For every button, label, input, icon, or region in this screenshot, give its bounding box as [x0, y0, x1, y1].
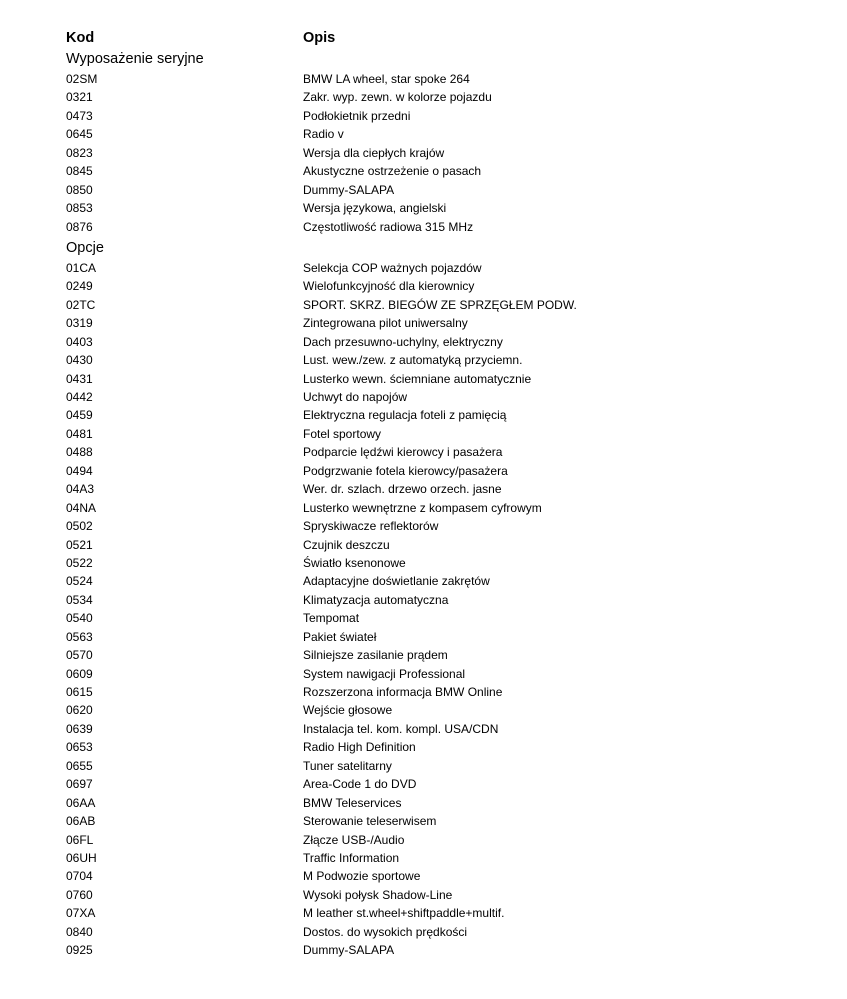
list-item [66, 462, 806, 480]
item-description: Dach przesuwno-uchylny, elektryczny [303, 334, 503, 349]
item-description: Podłokietnik przedni [303, 108, 411, 123]
item-description: Area-Code 1 do DVD [303, 777, 417, 792]
item-description: Sterowanie teleserwisem [303, 814, 437, 829]
item-description: Podgrzwanie fotela kierowcy/pasażera [303, 463, 508, 478]
list-item [66, 812, 806, 830]
item-code: 06FL [66, 832, 94, 847]
list-item [66, 849, 806, 867]
list-item [66, 70, 806, 88]
list-item [66, 314, 806, 332]
item-code: 0442 [66, 390, 93, 404]
item-code: 0481 [66, 426, 93, 441]
list-item [66, 609, 806, 627]
list-item [66, 517, 806, 535]
item-description: M leather st.wheel+shiftpaddle+multif. [303, 906, 505, 921]
list-item [66, 720, 806, 738]
item-description: Fotel sportowy [303, 426, 382, 441]
item-code: 0639 [66, 721, 93, 736]
item-code: 0853 [66, 201, 93, 216]
item-code: 0522 [66, 555, 93, 570]
list-item [66, 388, 806, 406]
list-item [66, 572, 806, 590]
item-description: Zakr. wyp. zewn. w kolorze pojazdu [303, 90, 492, 105]
list-item [66, 757, 806, 775]
item-code: 0403 [66, 334, 93, 349]
list-item [66, 794, 806, 812]
item-code: 0540 [66, 611, 93, 626]
item-description: Czujnik deszczu [303, 537, 390, 552]
list-item [66, 351, 806, 369]
item-code: 0431 [66, 371, 93, 386]
item-code: 0524 [66, 574, 93, 589]
item-code: 0321 [66, 90, 93, 105]
item-code: 06AA [66, 795, 96, 810]
section-title: Wyposażenie seryjne [66, 51, 204, 67]
item-description: Silniejsze zasilanie prądem [303, 648, 448, 663]
item-code: 0704 [66, 869, 93, 884]
item-description: BMW Teleservices [303, 795, 402, 810]
item-description: M Podwozie sportowe [303, 869, 421, 884]
item-code: 0760 [66, 887, 93, 902]
item-description: Światło ksenonowe [303, 555, 406, 570]
item-code: 0319 [66, 316, 93, 331]
item-code: 07XA [66, 906, 96, 921]
list-item [66, 88, 806, 106]
sections-container [66, 49, 806, 960]
item-description: System nawigacji Professional [303, 666, 466, 681]
item-description: Pakiet świateł [303, 629, 377, 644]
item-code: 0459 [66, 408, 93, 423]
item-description: Dostos. do wysokich prędkości [303, 924, 468, 939]
item-description: Częstotliwość radiowa 315 MHz [303, 219, 474, 234]
item-code: 0502 [66, 519, 93, 534]
section-options [66, 238, 806, 960]
item-code: 0645 [66, 127, 93, 142]
item-description: Tuner satelitarny [303, 758, 392, 773]
item-code: 0563 [66, 629, 93, 644]
item-code: 0620 [66, 703, 93, 718]
list-item [66, 628, 806, 646]
item-code: 0609 [66, 666, 93, 681]
item-description: Tempomat [303, 611, 360, 626]
list-item [66, 867, 806, 885]
item-description: Wer. dr. szlach. drzewo orzech. jasne [303, 482, 502, 497]
item-description: Lusterko wewnętrzne z kompasem cyfrowym [303, 500, 542, 515]
item-code: 0697 [66, 777, 93, 792]
item-description: Radio v [303, 127, 344, 142]
list-item [66, 144, 806, 162]
item-description: Wejście głosowe [303, 703, 393, 718]
item-description: Uchwyt do napojów [303, 390, 408, 404]
list-item [66, 425, 806, 443]
item-description: Elektryczna regulacja foteli z pamięcią [303, 408, 507, 423]
section-title: Opcje [66, 239, 104, 256]
list-item [66, 406, 806, 424]
list-item [66, 296, 806, 314]
item-code: 0521 [66, 537, 93, 552]
item-description: BMW LA wheel, star spoke 264 [303, 72, 470, 86]
list-item [66, 701, 806, 719]
item-description: Spryskiwacze reflektorów [303, 519, 439, 534]
item-code: 0823 [66, 145, 93, 160]
list-item [66, 499, 806, 517]
list-item [66, 536, 806, 554]
item-code: 0494 [66, 463, 93, 478]
list-item [66, 904, 806, 922]
item-description: Lusterko wewn. ściemniane automatycznie [303, 371, 532, 386]
item-description: Lust. wew./zew. z automatyką przyciemn. [303, 353, 523, 368]
column-header-description: Opis [303, 30, 336, 46]
item-code: 04A3 [66, 482, 95, 497]
item-code: 0845 [66, 164, 93, 179]
item-code: 0430 [66, 353, 93, 368]
list-item [66, 886, 806, 904]
item-code: 04NA [66, 500, 97, 515]
item-description: Zintegrowana pilot uniwersalny [303, 316, 468, 331]
item-description: Podparcie lędźwi kierowcy i pasażera [303, 445, 503, 460]
list-item [66, 370, 806, 388]
item-description: SPORT. SKRZ. BIEGÓW ZE SPRZĘGŁEM PODW. [303, 297, 577, 312]
item-code: 0840 [66, 924, 93, 939]
item-code: 02TC [66, 297, 96, 312]
item-code: 0876 [66, 219, 93, 234]
list-item [66, 554, 806, 572]
item-description: Selekcja COP ważnych pojazdów [303, 260, 482, 275]
list-item [66, 162, 806, 180]
section-standard-equipment [66, 49, 806, 238]
item-description: Rozszerzona informacja BMW Online [303, 685, 503, 699]
item-description: Akustyczne ostrzeżenie o pasach [303, 164, 482, 179]
list-item [66, 259, 806, 277]
list-item [66, 683, 806, 701]
column-header-row [66, 27, 806, 49]
item-code: 06UH [66, 850, 97, 865]
item-code: 02SM [66, 72, 98, 86]
item-description: Dummy-SALAPA [303, 182, 395, 197]
item-code: 0653 [66, 740, 93, 755]
list-item [66, 831, 806, 849]
item-code: 01CA [66, 260, 97, 275]
item-description: Wersja językowa, angielski [303, 201, 447, 216]
item-code: 0925 [66, 943, 93, 958]
item-description: Instalacja tel. kom. kompl. USA/CDN [303, 721, 499, 736]
list-item [66, 333, 806, 351]
item-code: 0249 [66, 279, 93, 294]
item-description: Radio High Definition [303, 740, 416, 755]
list-item [66, 646, 806, 664]
item-description: Wersja dla ciepłych krajów [303, 145, 445, 160]
item-description: Wysoki połysk Shadow-Line [303, 887, 453, 902]
list-item [66, 218, 806, 236]
column-header-code: Kod [66, 30, 95, 46]
item-code: 0488 [66, 445, 93, 460]
item-code: 0655 [66, 758, 93, 773]
list-item [66, 107, 806, 125]
list-item [66, 591, 806, 609]
item-code: 0615 [66, 685, 93, 699]
list-item [66, 125, 806, 143]
list-item [66, 923, 806, 941]
item-description: Adaptacyjne doświetlanie zakrętów [303, 574, 490, 589]
item-description: Złącze USB-/Audio [303, 832, 405, 847]
equipment-list [66, 27, 806, 960]
item-description: Dummy-SALAPA [303, 943, 395, 958]
list-item [66, 665, 806, 683]
item-description: Wielofunkcyjność dla kierownicy [303, 279, 475, 294]
list-item [66, 775, 806, 793]
item-code: 06AB [66, 814, 96, 829]
list-item [66, 181, 806, 199]
item-code: 0850 [66, 182, 93, 197]
list-item [66, 480, 806, 498]
list-item [66, 277, 806, 295]
item-code: 0534 [66, 592, 93, 607]
list-item [66, 443, 806, 461]
item-description: Traffic Information [303, 850, 400, 865]
list-item [66, 738, 806, 756]
list-item [66, 199, 806, 217]
item-code: 0570 [66, 648, 93, 663]
list-item [66, 941, 806, 959]
item-description: Klimatyzacja automatyczna [303, 592, 449, 607]
item-code: 0473 [66, 108, 93, 123]
